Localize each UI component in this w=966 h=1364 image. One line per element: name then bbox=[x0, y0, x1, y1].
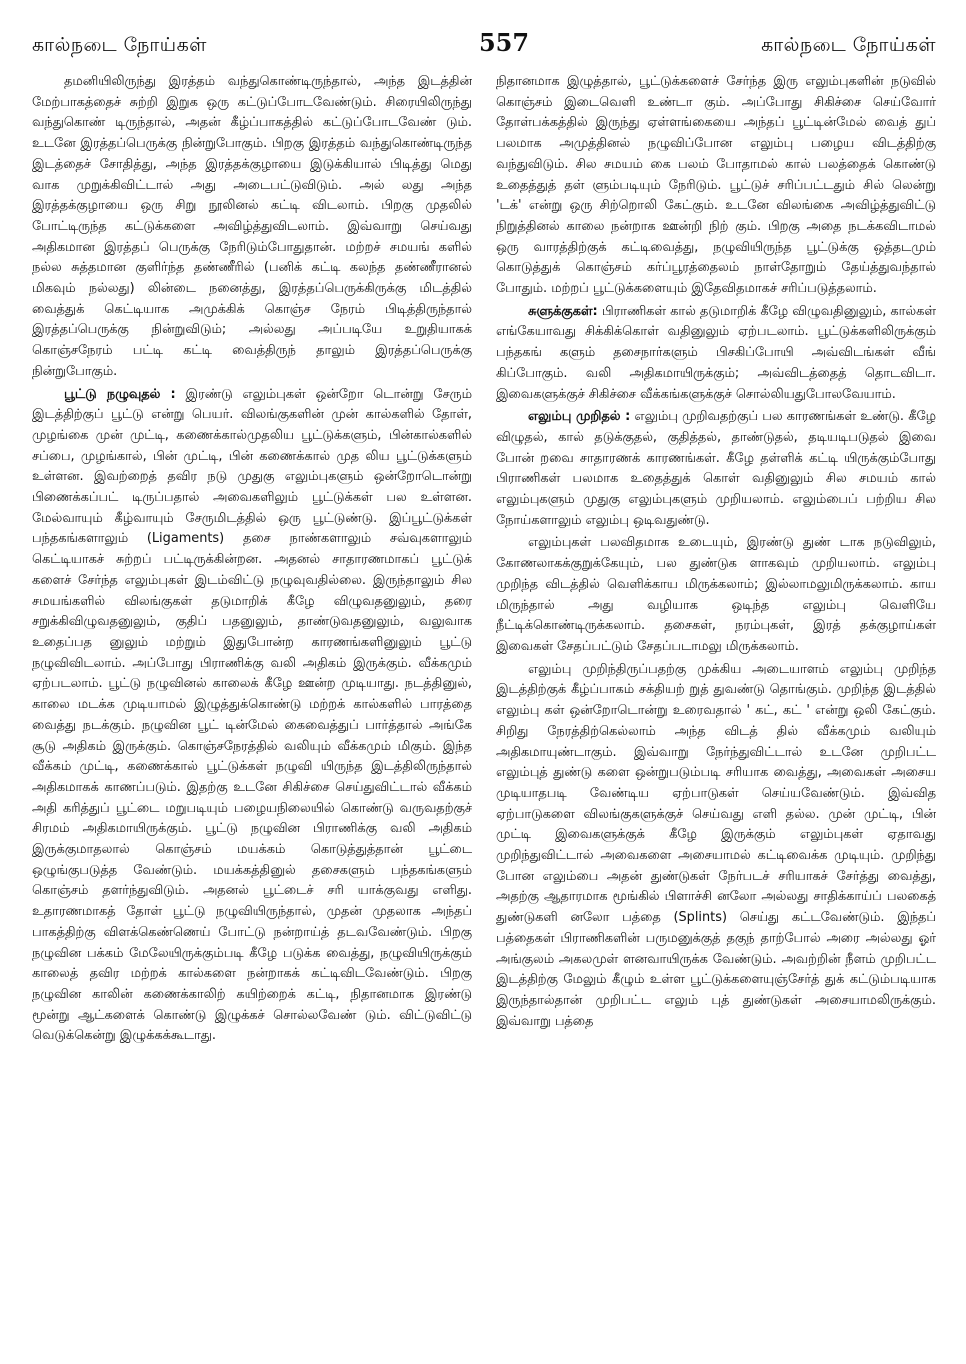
paragraph-text: இரண்டு எலும்புகள் ஒன்றோ டொன்று சேரும் இடத்திற்குப் பூட்டு என்று பெயர். விலங்குகளின் முன் கால்களில் தோள், முழங்கை முன் முட்டி, கணைக்கால்முதலிய பூட்டுக்களும், பின்கால்களில் சப்பை, முழங்கால், பின் முட்டி, பின் கணைக்கால் முத லிய பூட்டுக்களும் உள்ளன. இவற்றைத் தவிர நடு முதுகு எலும்புகளும் ஒன்றோடொன்று பிணைக்கப்பட் டிருப்பதால் அவைகளிலும் பூட்டுக்கள் பல உள்ளன. மேல்வாயும் கீழ்வாயும் சேருமிடத்தில் ஒரு பூட்டுண்டு. இப்பூட்டுக்கள் பந்தகங்களாலும் (Ligaments) தசை நாண்களாலும் சவ்வுகளாலும் கெட்டியாகச் சுற்றப் பட்டிருக்கின்றன. அதனல் சாதாரணமாகப் பூட்டுக் களைச் சேர்ந்த எலும்புகள் இடம்விட்டு நழுவுவதில்லை. இருந்தாலும் சில சமயங்களில் விலங்குகள் தடுமாறிக் கீழே விழுவதனுலும், தரை சறுக்கிவிழுவதனுலும், குதிப் பதனுலும், தாண்டுவதனுலும், வலுவாக உதைப்பத னுலும் மற்றும் இதுபோன்ற காரணங்களினுலும் பூட்டு நழுவிவிடலாம். அப்போது பிராணிக்கு வலி அதிகம் இருக்கும். வீக்கமும் ஏற்படலாம். பூட்டு நழுவினல் காலைக் கீழே ஊன்ற முடியாது. நடத்தினுல், காலை மடக்க முடியாமல் இழுத்துக்கொண்டு மற்றக் கால்களில் பாரத்தை வைத்து நடக்கும். நழுவின பூட் டின்மேல் கைவைத்துப் பார்த்தால் அங்கே சூடு அதிகம் இருக்கும். கொஞ்சநேரத்தில் வலியும் வீக்கமும் மிகும். இந்த வீக்கம் முட்டி, கணைக்கால் பூட்டுக்கள் நழுவி யிருந்த இடத்திலிருந்தால் அதிகமாகக் காணப்படும். இதற்கு உடனே சிகிச்சை செய்துவிட்டால் வீக்கம் அதி கரித்துப் பூட்டை மறுபடியும் பழையநிலையில் கொண்டு வருவதற்குச் சிரமம் அதிகமாயிருக்கும். பூட்டு நழுவின பிராணிக்கு வலி அதிகம் இருக்குமாதலால் கொஞ்சம் மயக்கம் கொடுத்துத்தான் பூட்டை ஒழுங்குபடுத்த வேண்டும். மயக்கத்தினுல் தசைகளும் பந்தகங்களும் கொஞ்சம் தளர்ந்துவிடும். அதனல் பூட்டைச் சரி யாக்குவது எளிது. உதாரணமாகத் தோள் பூட்டு நழுவியிருந்தால், முதன் முதலாக அந்தப் பாகத்திற்கு விளக்கெண்ணெய் போட்டு நன்றாய்த் தடவவேண்டும். பிறகு நழுவின பக்கம் மேலேயிருக்கும்படி கீழே படுக்க வைத்து, நழுவியிருக்கும் காலைத் தவிர மற்றக் கால்களை நன்றாகக் கட்டிவிடவேண்டும். பிறகு நழுவின காலின் கணைக்காலிற் கயிற்றைக் கட்டி, நிதானமாக இரண்டு மூன்று ஆட்களைக் கொண்டு இழுக்கச் சொல்லவேண் டும். விட்டுவிட்டு வெடுக்கென்று இழுக்கக்கூடாது. bbox=[32, 386, 472, 1044]
paragraph bbox=[496, 407, 936, 531]
paragraph: தமனியிலிருந்து இரத்தம் வந்துகொண்டிருந்தால், அந்த இடத்தின் மேற்பாகத்தைச் சுற்றி இறுக ஒரு கட்டுப்போடவேண்டும். சிரையிலிருந்து வந்துகொண் டிருந்தால், அதன் கீழ்ப்பாகத்தில் கட்டுப்போடவேண் டும். உடனே இரத்தப்பெருக்கு நின்றுபோகும். பிறகு இரத்தம் வந்துகொண்டிருந்த இடத்தைச் சோதித்து, அந்த இரத்தக்குழாயை இடுக்கியால் பிடித்து மெது வாக முறுக்கிவிட்டால் அது அடைபட்டுவிடும். அல் லது அந்த இரத்தக்குழாயை ஒரு சிறு நூலினல் கட்டி விடலாம். பிறகு முதலில் போட்டிருந்த கட்டுக்களை அவிழ்த்துவிடலாம். இவ்வாறு செய்வது அதிகமான இரத்தப் பெருக்கு நேரிடும்போதுதான். மற்றச் சமயங் களில் நல்ல சுத்தமான குளிர்ந்த தண்ணீரில் (பனிக் கட்டி கலந்த தண்ணீரானல் மிகவும் நல்லது) லின்டை நனைத்து, இரத்தப்பெருக்கிருக்கு மிடத்தில் வைத்துக் கெட்டியாக அமுக்கிக் கொஞ்ச நேரம் பிடித்திருந்தால் இரத்தப்பெருக்கு நின்றுவிடும்; அல்லது அப்படியே உறுதியாகக் கொஞ்சநேரம் பட்டி கட்டி வைத்திருந் தாலும் இரத்தப்பெருக்கு நின்றுபோகும். bbox=[32, 74, 472, 379]
section-heading: எலும்பு முறிதல் : bbox=[528, 409, 631, 425]
section-heading: பூட்டு நழுவுதல் : bbox=[64, 386, 176, 402]
paragraph: எலும்புகள் பலவிதமாக உடையும், இரண்டு துண் டாக நடுவிலும், கோணலாகக்குறுக்கேயும், பல துண்டுக ளாகவும் முறியலாம். எலும்பு முறிந்த விடத்தில் வெளிக்காய மிருக்கலாம்; இல்லாமலுமிருக்கலாம். காய மிருந்தால் அது வழியாக ஒடிந்த எலும்பு வெளியே நீட்டிக்கொண்டிருக்கலாம். தசைகள், நரம்புகள், இரத் தக்குழாய்கள் இவைகள் சேதப்பட்டும் சேதப்படாமலு மிருக்கலாம். bbox=[496, 535, 936, 654]
left-column bbox=[32, 72, 472, 1360]
paragraph: எலும்பு முறிந்திருப்பதற்கு முக்கிய அடையாளம் எலும்பு முறிந்த இடத்திற்குக் கீழ்ப்பாகம் சக்தியற் றுத் துவண்டு தொங்கும். முறிந்த இடத்தில் எலும்பு கள் ஒன்றோடொன்று உரைவதால் ' கட், கட் ' என்று ஒலி கேட்கும். சிறிது நேரத்திற்கெல்லாம் அந்த விடத் தில் வீக்கமும் வலியும் அதிகமாயுண்டாகும். இவ்வாறு நேர்ந்துவிட்டால் உடனே முறிபட்ட எலும்புத் துண்டு களை ஒன்றுபடும்படி சரியாக வைத்து, அவைகள் அசைய முடியாதபடி வேண்டிய ஏற்பாடுகள் செய்யவேண்டும். இவ்வித ஏற்பாடுகளை விலங்குகளுக்குச் செய்வது எளி தல்ல. முன் முட்டி, பின் முட்டி இவைகளுக்குக் கீழே இருக்கும் எலும்புகள் ஏதாவது முறிந்துவிட்டால் அவைகளை அசையாமல் கட்டிவைக்க முடியும். முறிந்து போன எலும்பை அதன் துண்டுகள் நேர்படச் சரியாகச் சேர்த்து வைத்து, அதற்கு ஆதாரமாக மூங்கில் பிளாச்சி னலோ அல்லது சாதிக்காய்ப் பலகைத் துண்டுகளி னலோ பத்தை (Splints) செய்து கட்டவேண்டும். இந்தப் பத்தைகள் பிராணிகளின் பருமனுக்குத் தகுந் தாற்போல் அரை அல்லது ஓர் அங்குலம் அகலமுள் ளனவாயிருக்க வேண்டும். அவற்றின் நீளம் முறிபட்ட இடத்திற்கு மேலும் கீழும் உள்ள பூட்டுக்களையுஞ்சேர்த் துக் கட்டும்படியாக இருந்தால்தான் முறிபட்ட எலும் புத் துண்டுகள் அசையாமலிருக்கும். இவ்வாறு பத்தை bbox=[496, 661, 936, 1029]
page-number: 557 bbox=[478, 28, 530, 57]
page-header bbox=[32, 28, 936, 58]
paragraph bbox=[32, 385, 472, 1048]
text-columns bbox=[32, 72, 936, 1360]
right-column bbox=[496, 72, 936, 1360]
section-heading: சுளுக்குகள்: bbox=[528, 303, 598, 319]
paragraph-text: எலும்பு முறிவதற்குப் பல காரணங்கள் உண்டு. கீழே விழுதல், கால் தடுக்குதல், குதித்தல், தாண்டுதல், தடியடிபடுதல் இவை போன் றவை சாதாரணக் காரணங்கள். கீழே தள்ளிக் கட்டி யிருக்கும்போது பிராணிகள் பலமாக உதைத்துக் கொள் வதினுலும் சில சமயம் கால் எலும்புகளும் முதுகு எலும்புகளும் முறியலாம். எலும்பைப் பற்றிய சில நோய்களாலும் எலும்பு ஒடிவதுண்டு. bbox=[496, 409, 936, 528]
paragraph-text: பிராணிகள் கால் தடுமாறிக் கீழே விழுவதினுலும், கால்கள் எங்கேயாவது சிக்கிக்கொள் வதினுலும் ஏற்படலாம். பூட்டுக்களிலிருக்கும் பந்தகங் களும் தசைநார்களும் பிசகிப்போயி அவ்விடங்கள் வீங் கிப்போகும். வலி அதிகமாயிருக்கும்; அவ்விடத்தைத் தொடவிடா. இவைகளுக்குச் சிகிச்சை வீக்கங்களுக்குச் சொல்லியதுபோலவேயாம். bbox=[496, 303, 936, 402]
paragraph: நிதானமாக இழுத்தால், பூட்டுக்களைச் சேர்ந்த இரு எலும்புகளின் நடுவில் கொஞ்சம் இடைவெளி உண்டா கும். அப்போது சிகிச்சை செய்வோர் தோள்பக்கத்தில் இருந்து ஏள்ளங்கையை அந்தப் பூட்டின்மேல் வைத் துப் பலமாக அமுத்தினல் நழுவிப்போன எலும்பு பழைய விடத்திற்கு வந்துவிடும். சில சமயம் கை பலம் போதாமல் கால் பலத்தைக் கொண்டு உதைத்துத் தள் ளும்படியும் நேரிடும். பூட்டுச் சரிப்பட்டதும் சில் லென்று 'டக்' என்று ஒரு சிற்றொலி கேட்கும். உடனே விலங்கை அவிழ்த்துவிட்டு நிறுத்தினல் காலை நன்றாக ஊன்றி நிற் கும். பிறகு அதை நடக்கவிடாமல் ஒரு வாரத்திற்குக் கட்டிவைத்து, நழுவியிருந்த பூட்டுக்கு ஒத்தடமும் கொடுத்துக் கொஞ்சம் கர்ப்பூரத்தைலம் நாள்தோறும் தேய்த்துவந்தால் போதும். மற்றப் பூட்டுக்களையும் இதேவிதமாகச் சரிப்படுத்தலாம். bbox=[496, 74, 936, 297]
running-head-right: கால்நடை நோய்கள் bbox=[761, 34, 936, 56]
running-head-left: கால்நடை நோய்கள் bbox=[32, 34, 207, 56]
paragraph bbox=[496, 302, 936, 406]
